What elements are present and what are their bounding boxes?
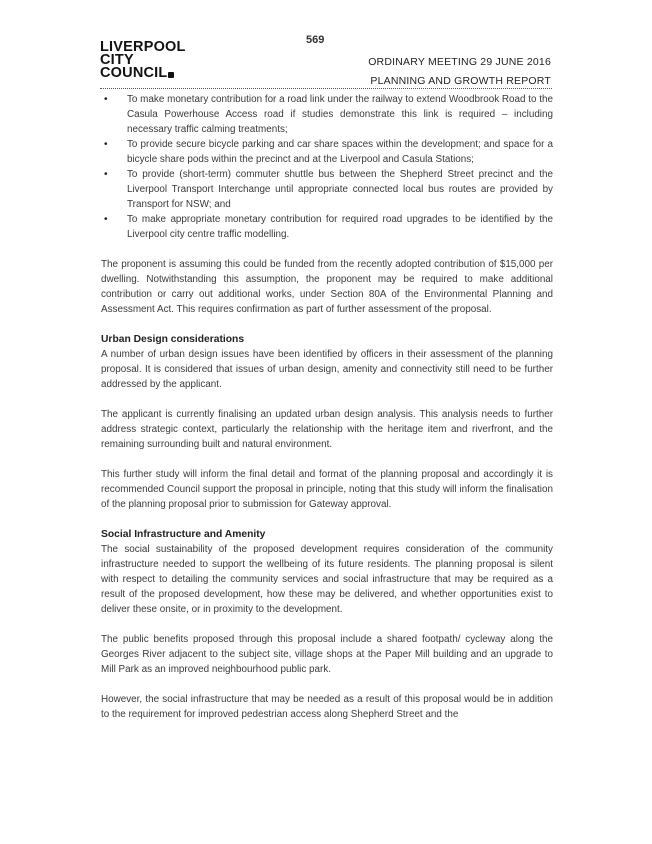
urban-design-paragraph-2: The applicant is currently finalising an updated urban design analysis. This analysis needs to further address strategic context, particularly the relationship with the heritage item and riverfront, and the remaining surrounding built and natural environment.: [101, 409, 553, 450]
list-item-text: To provide (short-term) commuter shuttle bus between the Shepherd Street precinct and the Liverpool Transport Interchange until appropriate connected local bus routes are provided by Transport for NSW; and: [127, 169, 553, 210]
page-number: 569: [306, 34, 325, 46]
list-item-text: To make monetary contribution for a road link under the railway to extend Woodbrook Road to the Casula Powerhouse Access road if studies demonstrate this link is required – including necessary traffic calming treatments;: [127, 94, 553, 135]
bullet-icon: •: [104, 94, 108, 105]
document-body: [101, 92, 553, 737]
logo-line-3: [100, 67, 186, 80]
logo-mark-icon: [168, 72, 174, 78]
logo-line-1: LIVERPOOL: [100, 39, 186, 55]
urban-design-paragraph-1: A number of urban design issues have been identified by officers in their assessment of the planning proposal. It is considered that issues of urban design, amenity and connectivity still need to be further addressed by the applicant.: [101, 349, 553, 390]
meeting-title: ORDINARY MEETING 29 JUNE 2016: [368, 56, 551, 68]
list-item-text: To provide secure bicycle parking and car share spaces within the development; and space for a bicycle share pods within the precinct and at the Liverpool and Casula Stations;: [127, 139, 553, 165]
list-item: [101, 167, 553, 212]
list-item: [101, 92, 553, 137]
logo-line-2: CITY: [100, 52, 134, 68]
logo-line-3-text: COUNCIL: [100, 65, 168, 81]
list-item: [101, 212, 553, 242]
header-divider: [100, 88, 552, 89]
social-infrastructure-heading: Social Infrastructure and Amenity: [101, 529, 266, 540]
report-header: [368, 53, 551, 91]
social-paragraph-2: The public benefits proposed through this proposal include a shared footpath/ cycleway along the Georges River adjacent to the subject site, village shops at the Paper Mill building and an upgrade to Mill Park as an improved neighbourhood public park.: [101, 634, 553, 675]
list-item: [101, 137, 553, 167]
liverpool-city-council-logo: [100, 41, 186, 80]
bullet-icon: •: [104, 169, 108, 180]
report-title: PLANNING AND GROWTH REPORT: [370, 75, 551, 87]
transport-measures-list: [101, 92, 553, 242]
social-paragraph-1: The social sustainability of the proposed development requires consideration of the community infrastructure needed to support the wellbeing of its future residents. The planning proposal is silent with respect to detailing the community services and social infrastructure that may be required as a result of the proposed development, how these may be delivered, and whether opportunities exist to deliver these onsite, or in proximity to the development.: [101, 544, 553, 615]
bullet-icon: •: [104, 139, 108, 150]
social-paragraph-3: However, the social infrastructure that may be needed as a result of this proposal would be in addition to the requirement for improved pedestrian access along Shepherd Street and the: [101, 694, 553, 720]
urban-design-heading: Urban Design considerations: [101, 334, 245, 345]
urban-design-paragraph-3: This further study will inform the final detail and format of the planning proposal and accordingly it is recommended Council support the proposal in principle, noting that this study will inform the finalisation of the planning proposal prior to submission for Gateway approval.: [101, 469, 553, 510]
funding-paragraph: The proponent is assuming this could be funded from the recently adopted contribution of $15,000 per dwelling. Notwithstanding this assumption, the proponent may be required to make additional contribution or carry out additional works, under Section 80A of the Environmental Planning and Assessment Act. This requires confirmation as part of further assessment of the proposal.: [101, 259, 553, 315]
bullet-icon: •: [104, 214, 108, 225]
list-item-text: To make appropriate monetary contribution for required road upgrades to be identified by the Liverpool city centre traffic modelling.: [127, 214, 553, 240]
